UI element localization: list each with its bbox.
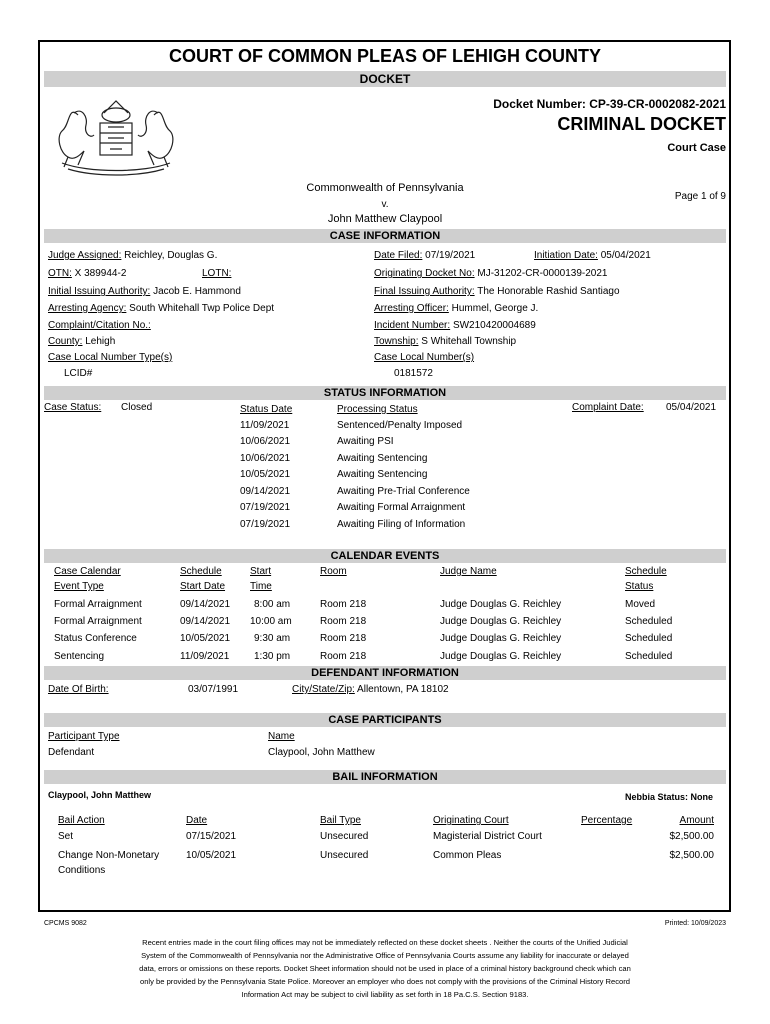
processing-status: Awaiting Sentencing [337,469,428,480]
cal-event-type: Status Conference [54,633,137,644]
bail-court: Magisterial District Court [433,831,542,842]
bail-header-court: Originating Court [433,815,509,826]
pennsylvania-seal-icon [48,95,184,179]
lotn: LOTN: [202,268,232,279]
cal-event-type: Formal Arraignment [54,616,142,627]
case-information-bar: CASE INFORMATION [44,229,726,243]
bail-action: Set [58,831,74,842]
cal-header-start: Start [250,566,272,577]
participant-type-header: Participant Type [48,731,120,742]
bail-information-bar: BAIL INFORMATION [44,770,726,784]
bail-date: 10/05/2021 [186,850,237,861]
cal-room: Room 218 [320,599,367,610]
caption-plaintiff: Commonwealth of Pennsylvania [306,182,464,194]
dob-label: Date Of Birth: [48,684,109,695]
bail-header-amount: Amount [679,815,714,826]
status-date: 07/19/2021 [240,502,291,513]
cal-header-event: Event Type [54,581,104,592]
participant-name-header: Name [268,731,295,742]
processing-status-header: Processing Status [337,404,418,415]
cal-status: Moved [625,599,656,610]
bail-action-cont: Conditions [58,865,106,876]
originating-docket: Originating Docket No: MJ-31202-CR-0000139-2021 [374,268,608,279]
status-date: 07/19/2021 [240,519,291,530]
processing-status: Awaiting Filing of Information [337,519,466,530]
nebbia-status: Nebbia Status: None [624,792,713,802]
judge-assigned: Judge Assigned: Reichley, Douglas G. [48,250,218,261]
calendar-events-bar: CALENDAR EVENTS [44,549,726,563]
processing-status: Awaiting Formal Arraignment [337,502,466,513]
cal-judge: Judge Douglas G. Reichley [440,616,562,627]
cal-start-date: 09/14/2021 [180,599,231,610]
county: County: Lehigh [48,336,116,347]
cal-header-status: Status [625,581,654,592]
disclaimer-line: data, errors or omissions on these reports. Docket Sheet information should not be used in place of a criminal history background check which can [139,964,631,973]
date-filed: Date Filed: 07/19/2021 [374,250,476,261]
status-date: 10/06/2021 [240,436,291,447]
caption-versus: v. [381,199,389,210]
bail-header-date: Date [186,815,208,826]
form-id: CPCMS 9082 [44,920,87,927]
bail-header-action: Bail Action [58,815,105,826]
cal-header-judge: Judge Name [440,566,497,577]
township: Township: S Whitehall Township [374,336,517,347]
status-date-header: Status Date [240,404,293,415]
status-information-bar: STATUS INFORMATION [44,386,726,400]
case-status-value: Closed [121,402,153,413]
status-date: 10/05/2021 [240,469,291,480]
cal-status: Scheduled [625,651,673,662]
cal-room: Room 218 [320,651,367,662]
cal-room: Room 218 [320,633,367,644]
case-status-label: Case Status: [44,402,102,413]
complaint-date-value: 05/04/2021 [666,402,717,413]
processing-status: Awaiting Pre-Trial Conference [337,486,470,497]
printed-date: Printed: 10/09/2023 [664,920,726,927]
processing-status: Awaiting PSI [337,436,394,447]
initial-issuing-authority: Initial Issuing Authority: Jacob E. Hammond [48,286,241,297]
cal-event-type: Sentencing [54,651,105,662]
initiation-date: Initiation Date: 05/04/2021 [534,250,651,261]
complaint-citation: Complaint/Citation No.: [48,320,151,331]
court-case-label: Court Case [667,142,726,154]
incident-number: Incident Number: SW210420004689 [374,320,536,331]
cal-status: Scheduled [625,633,673,644]
disclaimer-line: Recent entries made in the court filing offices may not be immediately reflected on these docket sheets . Neither the courts of the Unified Judicial [142,938,628,947]
status-date: 10/06/2021 [240,453,291,464]
bail-amount: $2,500.00 [669,850,714,861]
defendant-information-bar: DEFENDANT INFORMATION [44,666,726,680]
docket-number: Docket Number: CP-39-CR-0002082-2021 [493,97,726,111]
processing-status: Awaiting Sentencing [337,453,428,464]
bail-amount: $2,500.00 [669,831,714,842]
bail-date: 07/15/2021 [186,831,237,842]
cal-start-time: 8:00 am [254,599,291,610]
cal-judge: Judge Douglas G. Reichley [440,651,562,662]
disclaimer-line: Information Act may be subject to civil liability as set forth in 18 Pa.C.S. Section 9183. [241,990,529,999]
dob-value: 03/07/1991 [188,684,239,695]
arresting-officer: Arresting Officer: Hummel, George J. [374,303,539,314]
docket-bar: DOCKET [44,71,726,87]
otn: OTN: X 389944-2 [48,268,127,279]
cal-status: Scheduled [625,616,673,627]
cal-judge: Judge Douglas G. Reichley [440,633,562,644]
disclaimer-line: only be provided by the Pennsylvania State Police. Moreover an employer who does not comply with the provisions of the Criminal History Record [139,977,631,986]
participant-type: Defendant [48,747,95,758]
cal-header-status: Schedule [625,566,667,577]
bail-header-percentage: Percentage [581,815,633,826]
cal-start-date: 09/14/2021 [180,616,231,627]
cal-start-date: 10/05/2021 [180,633,231,644]
cal-header-event: Case Calendar [54,566,121,577]
bail-type: Unsecured [320,850,369,861]
cal-room: Room 218 [320,616,367,627]
court-title: COURT OF COMMON PLEAS OF LEHIGH COUNTY [169,46,601,66]
case-local-number-value: 0181572 [394,368,433,379]
participant-name: Claypool, John Matthew [268,747,375,758]
case-local-number-type-label: Case Local Number Type(s) [48,352,173,363]
bail-person: Claypool, John Matthew [48,790,152,800]
bail-header-type: Bail Type [320,815,361,826]
cal-event-type: Formal Arraignment [54,599,142,610]
disclaimer-line: System of the Commonwealth of Pennsylvania nor the Administrative Office of Pennsylvania Courts assume any liability for inaccurate or delayed [141,951,629,960]
cal-start-time: 9:30 am [254,633,291,644]
cal-header-schedule: Schedule [180,566,222,577]
processing-status: Sentenced/Penalty Imposed [337,420,463,431]
complaint-date-label: Complaint Date: [572,402,644,413]
cal-header-schedule: Start Date [180,581,226,592]
bail-type: Unsecured [320,831,369,842]
final-issuing-authority: Final Issuing Authority: The Honorable Rashid Santiago [374,286,620,297]
case-local-number-type-value: LCID# [64,368,93,379]
status-date: 11/09/2021 [240,420,290,431]
cal-judge: Judge Douglas G. Reichley [440,599,562,610]
status-date: 09/14/2021 [240,486,291,497]
cal-header-start: Time [250,581,272,592]
arresting-agency: Arresting Agency: South Whitehall Twp Police Dept [48,303,275,314]
case-participants-bar: CASE PARTICIPANTS [44,713,726,727]
cal-start-date: 11/09/2021 [180,651,230,662]
caption-defendant: John Matthew Claypool [327,213,443,225]
page-indicator: Page 1 of 9 [674,191,726,202]
case-local-number-label: Case Local Number(s) [374,352,475,363]
city-state-zip: City/State/Zip: Allentown, PA 18102 [292,684,449,695]
docket-type: CRIMINAL DOCKET [557,114,726,134]
bail-court: Common Pleas [433,850,502,861]
cal-start-time: 10:00 am [250,616,292,627]
cal-header-room: Room [320,566,347,577]
cal-start-time: 1:30 pm [254,651,291,662]
bail-action: Change Non-Monetary [58,850,160,861]
